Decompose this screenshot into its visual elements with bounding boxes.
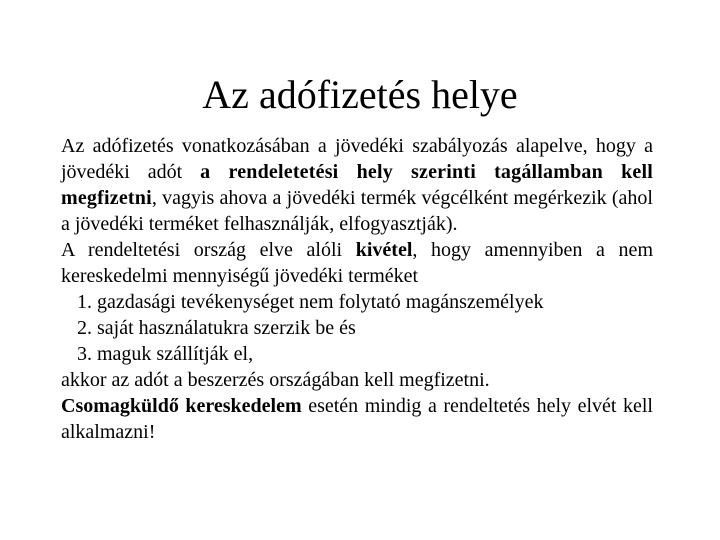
list-item-1: 1. gazdasági tevékenységet nem folytató magánszemélyek bbox=[77, 291, 544, 313]
paragraph-principle-text-2: , vagyis ahova a jövedéki termék végcélként megérkezik (ahol a jövedéki terméket felhasználják, elfogyasztják). bbox=[61, 187, 653, 235]
paragraph-mail-order-text: esetén mindig a rendeltetés hely elvét kell alkalmazni! bbox=[61, 395, 653, 443]
slide-body bbox=[61, 133, 653, 445]
paragraph-mail-order bbox=[61, 393, 653, 445]
paragraph-exception-bold: kivétel bbox=[355, 239, 413, 261]
list-item-2: 2. saját használatukra szerzik be és bbox=[77, 317, 356, 339]
paragraph-principle-bold: a rendeletetési hely szerinti tagállamban kell megfizetni bbox=[61, 161, 653, 209]
paragraph-principle-text-1: Az adófizetés vonatkozásában a jövedéki szabályozás alapelve, hogy a jövedéki adót bbox=[61, 135, 653, 183]
paragraph-mail-order-bold: Csomagküldő kereskedelem bbox=[61, 395, 302, 417]
paragraph-principle bbox=[61, 133, 653, 237]
slide-title: Az adófizetés helye bbox=[202, 72, 518, 117]
paragraph-exception-text-1: A rendeltetési ország elve alóli bbox=[61, 239, 356, 261]
list-item-3: 3. maguk szállítják el, bbox=[77, 343, 254, 365]
paragraph-exception-text-2: , hogy amennyiben a nem kereskedelmi mennyiségű jövedéki terméket bbox=[61, 239, 653, 287]
paragraph-conclusion: akkor az adót a beszerzés országában kell megfizetni. bbox=[61, 369, 490, 391]
paragraph-exception bbox=[61, 237, 653, 289]
